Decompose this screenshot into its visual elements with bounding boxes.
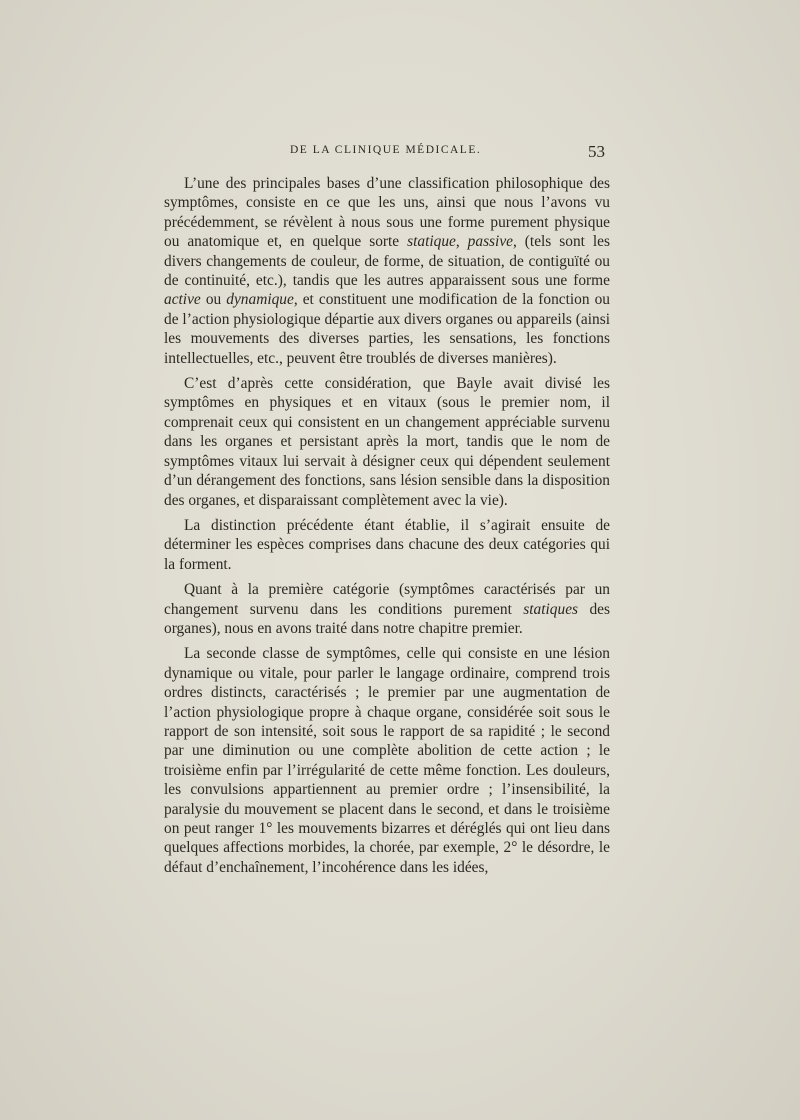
italic-active: active <box>164 291 201 309</box>
paragraph-5: La seconde classe de symptômes, celle qui consiste en une lésion dynamique ou vitale, pour parler le langage ordinaire, comprend trois ordres distincts, caractérisés ; le premier par une augmentation de l’action physiologique propre à chaque organe, considérée soit sous le rapport de son intensité, soit sous le rapport de sa rapidité ; le second par une diminution ou une complète abolition de cette action ; le troisième enfin par l’irrégularité de cette même fonction. Les douleurs, les convulsions appartiennent au premier ordre ; l’insensibilité, la paralysie du mouvement se placent dans le second, et dans le troisième on peut ranger 1° les mouvements bizarres et déréglés qui ont lieu dans quelques affections morbides, la chorée, par exemple, 2° le désordre, le défaut d’enchaînement, l’incohérence dans les idées, <box>164 645 610 876</box>
paragraph-1-text-b: , <box>455 233 468 251</box>
italic-passive: passive <box>467 233 513 251</box>
italic-statiques: statiques <box>523 600 579 618</box>
body-text <box>164 174 610 883</box>
paragraph-4-text-a: Quant à la première catégorie (symptômes caractérisés par un changement survenu dans les conditions purement <box>164 581 610 618</box>
paragraph-3: La distinction précédente étant établie, il s’agirait ensuite de déterminer les espèces comprises dans chacune des deux catégories qui la forment. <box>164 516 610 573</box>
paragraph-1-text-d: ou <box>200 291 227 309</box>
paragraph-1 <box>164 174 610 368</box>
running-header <box>290 144 620 156</box>
paragraph-1-text-a: L’une des principales bases d’une classification philosophique des symptômes, consiste en ce que les uns, ainsi que nous l’avons vu précédemment, se révèlent à nous sous une forme purement physique ou anatomique et, en quelque sorte <box>164 175 610 251</box>
italic-dynamique: dynamique <box>226 291 294 309</box>
paragraph-1-text-e: , et constituent une modification de la fonction ou de l’action physiologique départie aux divers organes ou appareils (ainsi les mouvements des diverses parties, les sensations, les fonctions intellectuelles, etc., peuvent être troublés de diverses manières). <box>164 291 611 367</box>
paragraph-2: C’est d’après cette considération, que Bayle avait divisé les symptômes en physiques et en vitaux (sous le premier nom, il comprenait ceux qui consistent en un changement appréciable survenu dans les organes et persistant après la mort, tandis que le nom de symptômes vitaux lui servait à désigner ceux qui dépendent seulement d’un dérangement des fonctions, sans lésion sensible dans la disposition des organes, et disparaissant complètement avec la vie). <box>164 375 610 509</box>
page-number: 53 <box>588 142 605 161</box>
paragraph-4 <box>164 580 610 638</box>
italic-statique: statique <box>407 233 456 251</box>
paragraph-4-text-b: des organes), nous en avons traité dans notre chapitre premier. <box>164 600 610 637</box>
paragraph-1-text-c: , (tels sont les divers changements de couleur, de forme, de situation, de contiguïté ou de continuité, etc.), tandis que les autres apparaissent sous une forme <box>164 233 610 290</box>
running-title: DE LA CLINIQUE MÉDICALE. <box>290 144 482 156</box>
